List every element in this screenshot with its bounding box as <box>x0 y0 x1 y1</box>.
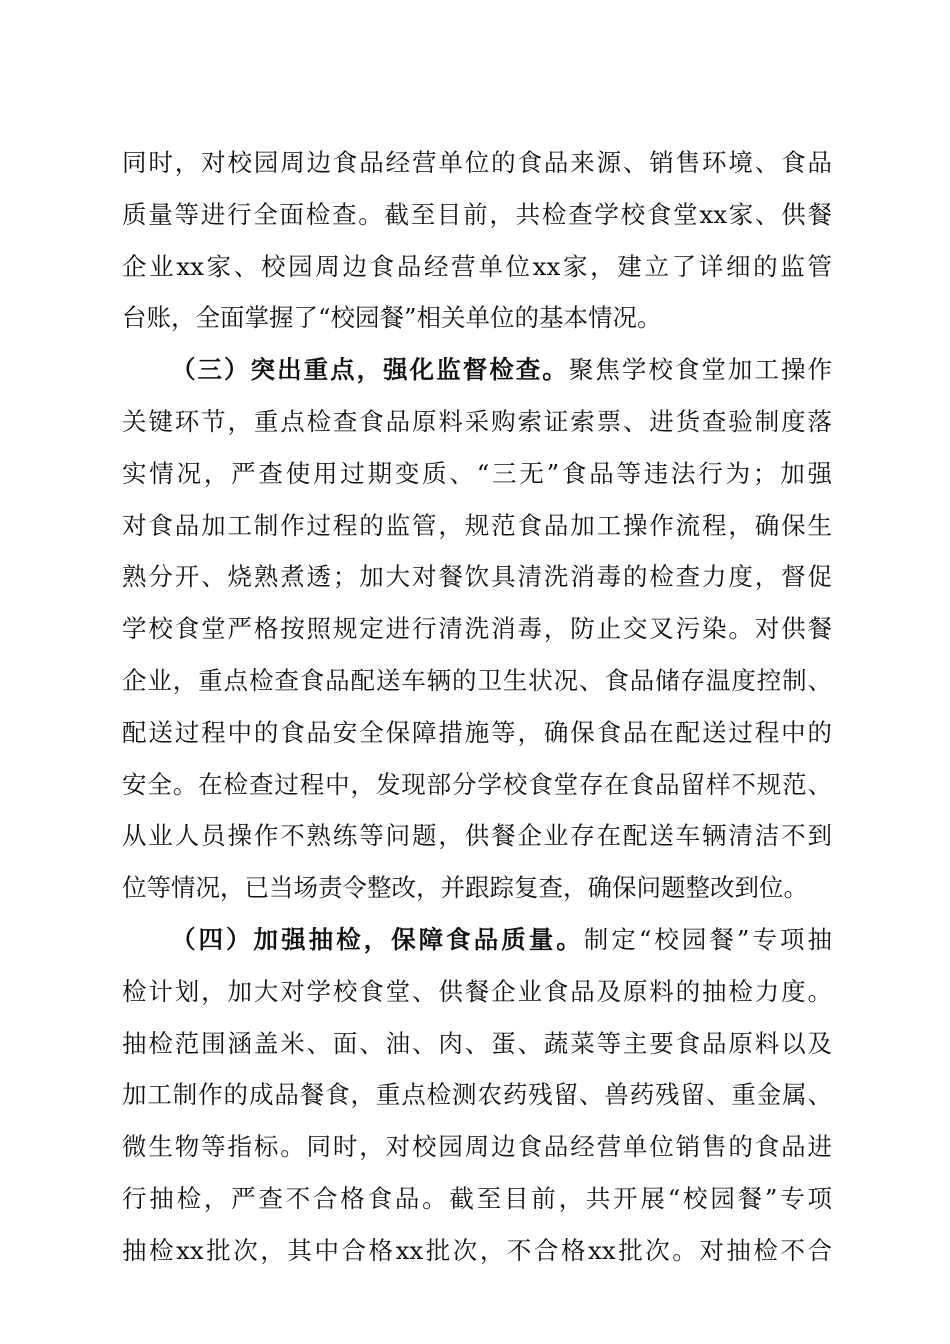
text-line: 质量等进行全面检查。截至目前，共检查学校食堂xx家、供餐 <box>122 199 832 229</box>
text-line: 抽检范围涵盖米、面、油、肉、蛋、蔬菜等主要食品原料以及 <box>122 1028 832 1058</box>
text-line: 熟分开、烧熟煮透；加大对餐饮具清洗消毒的检查力度，督促 <box>122 562 832 592</box>
body-text <box>122 137 832 1277</box>
paragraph <box>122 344 832 914</box>
text-line: 检计划，加大对学校食堂、供餐企业食品及原料的抽检力度。 <box>122 976 832 1006</box>
text-line: 台账，全面掌握了“校园餐”相关单位的基本情况。 <box>122 303 662 333</box>
paragraph <box>122 137 832 344</box>
text-line: 关键环节，重点检查食品原料采购索证索票、进货查验制度落 <box>122 406 832 436</box>
text-line: 从业人员操作不熟练等问题，供餐企业存在配送车辆清洁不到 <box>122 821 832 851</box>
text-run: 聚焦学校食堂加工操作 <box>568 355 832 385</box>
paragraph <box>122 914 832 1277</box>
text-line: 位等情况，已当场责令整改，并跟踪复查，确保问题整改到位。 <box>122 873 808 903</box>
text-line: 微生物等指标。同时，对校园周边食品经营单位销售的食品进 <box>122 1132 832 1162</box>
text-line: 安全。在检查过程中，发现部分学校食堂存在食品留样不规范、 <box>122 769 832 799</box>
text-line <box>122 344 832 396</box>
text-line: 行抽检，严查不合格食品。截至目前，共开展“校园餐”专项 <box>122 1183 832 1213</box>
text-line: 学校食堂严格按照规定进行清洗消毒，防止交叉污染。对供餐 <box>122 614 832 644</box>
text-line <box>122 914 832 966</box>
section-heading: （三）突出重点，强化监督检查。 <box>171 355 569 385</box>
section-heading: （四）加强抽检，保障食品质量。 <box>171 924 584 954</box>
text-line: 实情况，严查使用过期变质、“三无”食品等违法行为；加强 <box>122 458 832 488</box>
text-line: 企业，重点检查食品配送车辆的卫生状况、食品储存温度控制、 <box>122 665 832 695</box>
text-line: 同时，对校园周边食品经营单位的食品来源、销售环境、食品 <box>122 148 832 177</box>
text-line: 抽检xx批次，其中合格xx批次，不合格xx批次。对抽检不合 <box>122 1235 832 1265</box>
text-line: 对食品加工制作过程的监管，规范食品加工操作流程，确保生 <box>122 510 832 540</box>
text-line: 配送过程中的食品安全保障措施等，确保食品在配送过程中的 <box>122 717 832 747</box>
text-run: 制定“校园餐”专项抽 <box>583 924 832 954</box>
text-line: 企业xx家、校园周边食品经营单位xx家，建立了详细的监管 <box>122 251 832 281</box>
text-line: 加工制作的成品餐食，重点检测农药残留、兽药残留、重金属、 <box>122 1080 832 1110</box>
